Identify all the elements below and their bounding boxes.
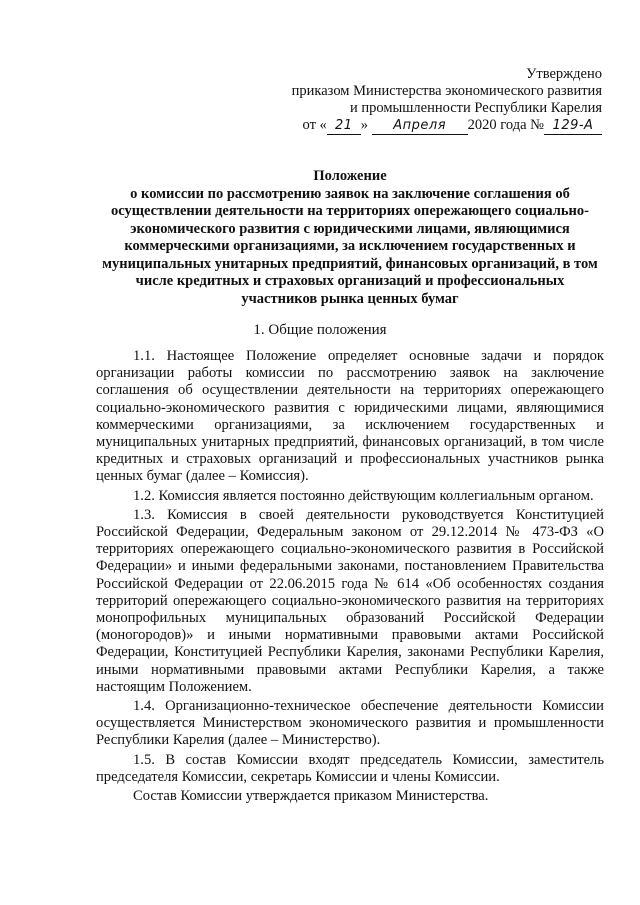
title-heading: Положение <box>313 168 387 184</box>
paragraph-1-3: 1.3. Комиссия в своей деятельности руководствуется Конституцией Российской Федерации, Федеральным законом от 29.12.2014 № 473-ФЗ «О территориях опережающего социально-экономического развития в Российской Федерации» и иными федеральными законами, постановлением Правительства Российской Федерации от 22.06.2015 года № 614 «Об особенностях создания территорий опережающего социально-экономического развития на территориях монопрофильных муниципальных образований Российской Федерации (моногородов)» и иными нормативными правовыми актами Российской Федерации, Конституцией Республики Карелия, законами Республики Карелия, иными нормативными правовыми актами Республики Карелия, а также настоящим Положением. <box>96 506 604 695</box>
paragraph-1-1: 1.1. Настоящее Положение определяет основные задачи и порядок организации работы комиссии по рассмотрению заявок на заключение соглашения об осуществлении деятельности на территориях опережающего социально-экономического развития с юридическими лицами, являющимися коммерческими организациями, за исключением государственных и муниципальных унитарных предприятий, финансовых организаций, в том числе кредитных и страховых организаций и профессиональных участников рынка ценных бумаг (далее – Комиссия). <box>96 348 604 485</box>
title-subtitle: о комиссии по рассмотрению заявок на заключение соглашения об осуществлении деятельности на территориях опережающего социально-экономического развития с юридическими лицами, являющимися коммерческими организациями, за исключением государственных и муниципальных унитарных предприятий, финансовых организаций, в том числе кредитных и страховых организаций и профессиональных участников рынка ценных бумаг <box>102 185 598 307</box>
paragraph-1-5: 1.5. В состав Комиссии входят председатель Комиссии, заместитель председателя Комиссии, секретарь Комиссии и члены Комиссии. <box>96 751 604 785</box>
paragraph-composition: Состав Комиссии утверждается приказом Министерства. <box>133 788 489 805</box>
paragraph-1-4: 1.4. Организационно-техническое обеспечение деятельности Комиссии осуществляется Министерством экономического развития и промышленности Республики Карелия (далее – Министерство). <box>96 698 604 749</box>
approval-line-3: и промышленности Республики Карелия <box>349 100 602 116</box>
approval-quote-close: » <box>360 117 369 133</box>
approval-number: 129-А <box>544 117 602 135</box>
approval-day: 21 <box>327 117 361 135</box>
approval-date-prefix: от « <box>302 117 327 133</box>
approval-line-1: Утверждено <box>526 66 602 82</box>
approval-line-2: приказом Министерства экономического развития <box>291 83 602 99</box>
document-body <box>96 348 604 807</box>
approval-year: 2020 года № <box>467 117 544 133</box>
approval-stamp <box>292 66 602 135</box>
approval-date-line <box>292 117 602 135</box>
approval-month: Апреля <box>372 117 468 135</box>
section-heading: 1. Общие положения <box>253 322 387 338</box>
paragraph-1-2: 1.2. Комиссия является постоянно действующим коллегиальным органом. <box>133 487 594 504</box>
document-title <box>100 168 600 308</box>
